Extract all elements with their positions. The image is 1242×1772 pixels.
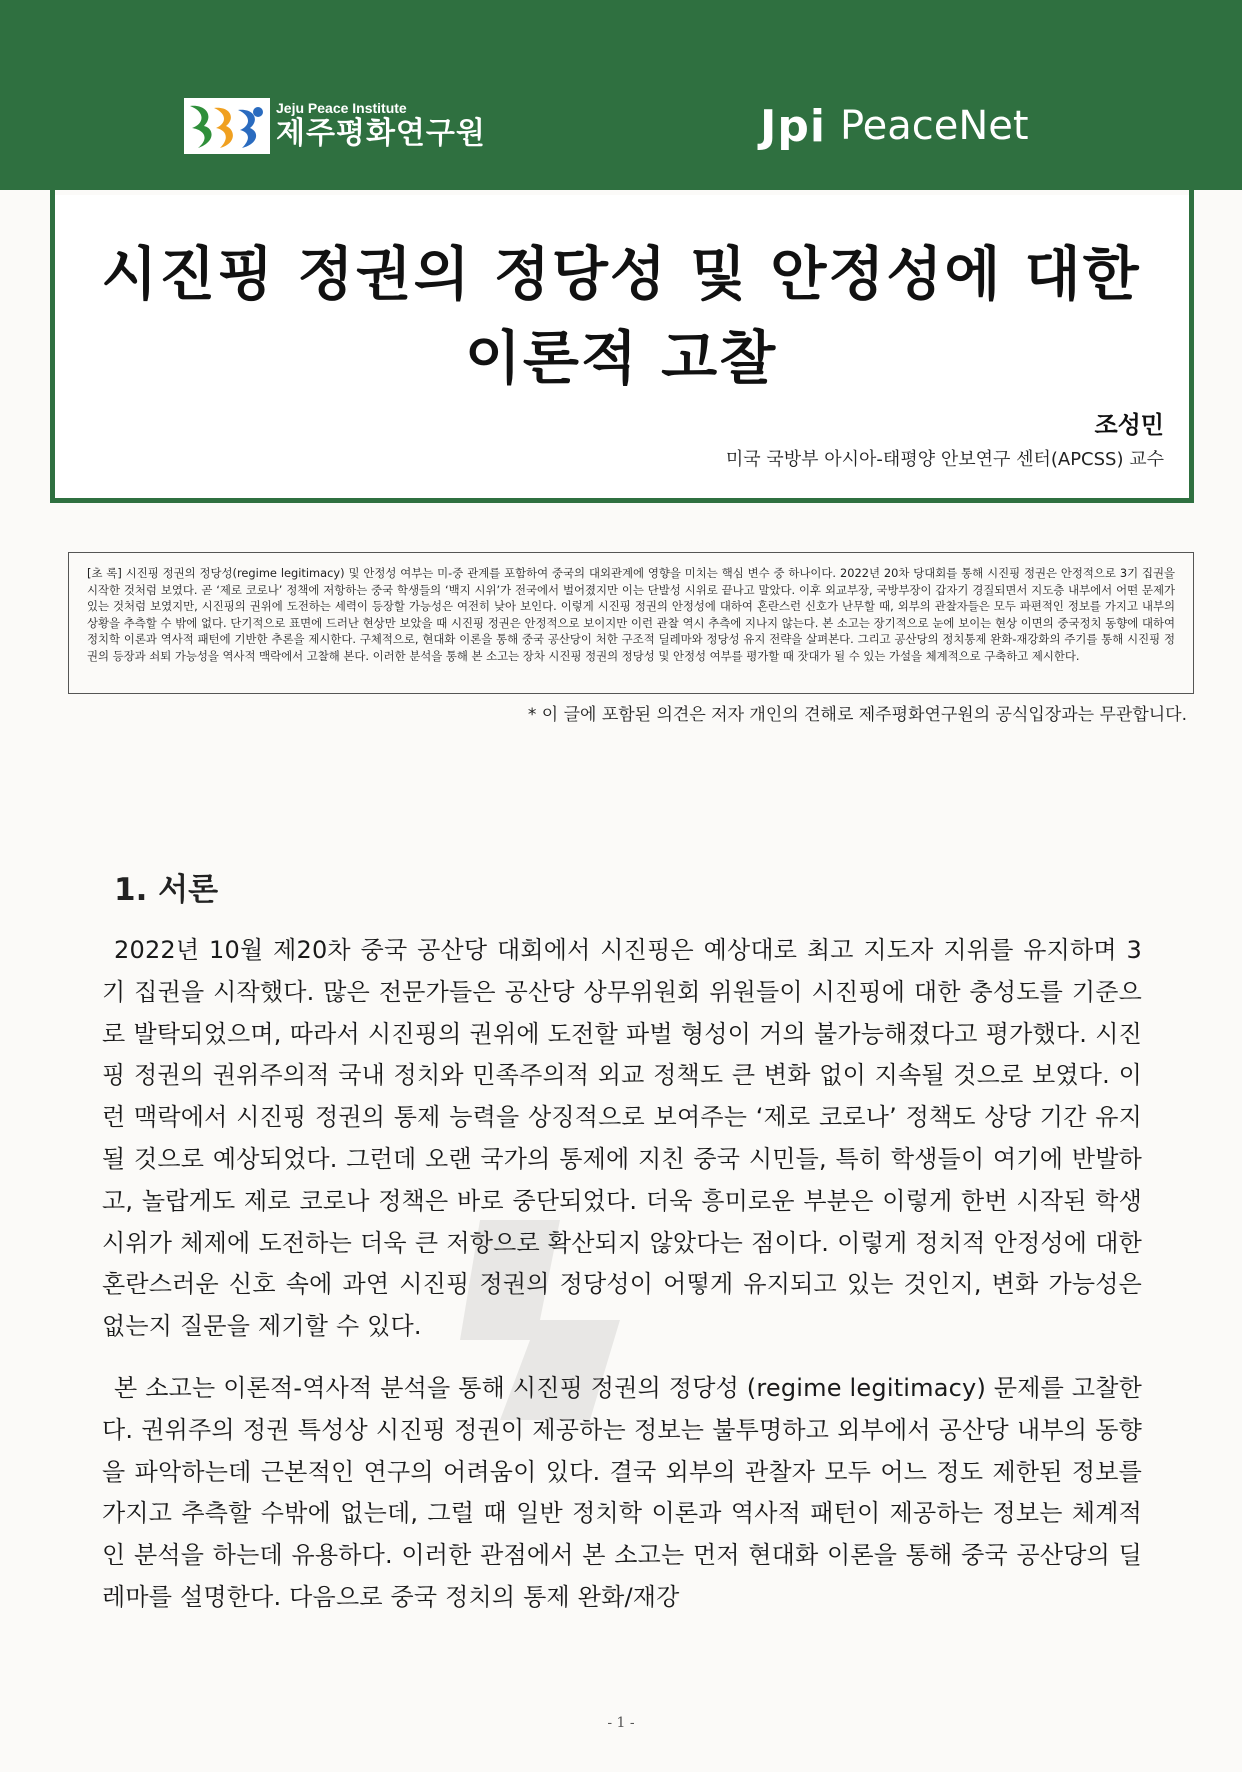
body-text xyxy=(102,930,1142,1619)
page-number: - 1 - xyxy=(607,1715,635,1731)
disclaimer: * 이 글에 포함된 의견은 저자 개인의 견해로 제주평화연구원의 공식입장과는 무관합니다. xyxy=(527,705,1187,725)
jeju-logo-mark-icon xyxy=(184,98,270,154)
paragraph-1: 2022년 10월 제20차 중국 공산당 대회에서 시진핑은 예상대로 최고 지도자 지위를 유지하며 3기 집권을 시작했다. 많은 전문가들은 공산당 상무위원회 위원들이 시진핑에 대한 충성도를 기준으로 발탁되었으며, 따라서 시진핑의 권위에 도전할 파벌 형성이 거의 불가능해졌다고 평가했다. 시진핑 정권의 권위주의적 국내 정치와 민족주의적 외교 정책도 큰 변화 없이 지속될 것으로 보였다. 이런 맥락에서 시진핑 정권의 통제 능력을 상징적으로 보여주는 ‘제로 코로나’ 정책도 상당 기간 유지될 것으로 예상되었다. 그런데 오랜 국가의 통제에 지친 중국 시민들, 특히 학생들이 여기에 반발하고, 놀랍게도 제로 코로나 정책은 바로 중단되었다. 더욱 흥미로운 부분은 이렇게 한번 시작된 학생 시위가 체제에 도전하는 더욱 큰 저항으로 확산되지 않았다는 점이다. 이렇게 정치적 안정성에 대한 혼란스러운 신호 속에 과연 시진핑 정권의 정당성이 어떻게 유지되고 있는 것인지, 변화 가능성은 없는지 질문을 제기할 수 있다. xyxy=(102,936,1142,1341)
abstract-text: [초 록] 시진핑 정권의 정당성(regime legitimacy) 및 안정성 여부는 미-중 관계를 포함하여 중국의 대외관계에 영향을 미치는 핵심 변수 중 하나이다. 2022년 20차 당대회를 통해 시진핑 정권은 안정적으로 3기 집권을 시작한 것처럼 보였다. 곧 ‘제로 코로나’ 정책에 저항하는 중국 학생들의 ‘백지 시위’가 전국에서 벌어졌지만 이는 단발성 시위로 끝나고 말았다. 이후 외교부장, 국방부장이 갑자기 경질되면서 지도층 내부에서 어떤 문제가 있는 것처럼 보였지만, 시진핑의 권위에 도전하는 세력이 등장할 가능성은 여전히 낮아 보인다. 이렇게 시진핑 정권의 안정성에 대하여 혼란스런 신호가 난무할 때, 외부의 관찰자들은 모두 파편적인 정보를 가지고 내부의 상황을 추측할 수 밖에 없다. 단기적으로 표면에 드러난 현상만 보았을 때 시진핑 정권은 안정적으로 보이지만 이런 관찰 역시 추측에 지나지 않는다. 본 소고는 장기적으로 눈에 보이는 현상 이면의 중국정치 동향에 대하여 정치학 이론과 역사적 패턴에 기반한 추론을 제시한다. 구체적으로, 현대화 이론을 통해 중국 공산당이 처한 구조적 딜레마와 정당성 유지 전략을 살펴본다. 그리고 공산당의 정치통제 완화-재강화의 주기를 통해 시진핑 정권의 등장과 쇠퇴 가능성을 역사적 맥락에서 고찰해 본다. 이러한 분석을 통해 본 소고는 장차 시진핑 정권의 정당성 및 안정성 여부를 평가할 때 잣대가 될 수 있는 가설을 체계적으로 구축하고 제시한다. xyxy=(87,566,1175,663)
page-title xyxy=(60,232,1182,400)
section-title: 1. 서론 xyxy=(114,872,219,908)
jpi-logo xyxy=(184,98,486,154)
abstract-box xyxy=(68,552,1194,694)
logo-korean: 제주평화연구원 xyxy=(276,116,486,151)
peacenet-logo xyxy=(760,96,1029,156)
author-affiliation: 미국 국방부 아시아-태평양 안보연구 센터(APCSS) 교수 xyxy=(725,449,1164,470)
brand-name: PeaceNet xyxy=(839,103,1029,149)
logo-english: Jeju Peace Institute xyxy=(276,100,407,116)
author-name: 조성민 xyxy=(1094,411,1164,439)
title-line-2: 이론적 고찰 xyxy=(464,324,778,392)
paragraph-2: 본 소고는 이론적-역사적 분석을 통해 시진핑 정권의 정당성 (regime legitimacy) 문제를 고찰한다. 권위주의 정권 특성상 시진핑 정권이 제공하는 정보는 불투명하고 외부에서 공산당 내부의 동향을 파악하는데 근본적인 연구의 어려움이 있다. 결국 외부의 관찰자 모두 어느 정도 제한된 정보를 가지고 추측할 수밖에 없는데, 그럴 때 일반 정치학 이론과 역사적 패턴이 제공하는 정보는 체계적인 분석을 하는데 유용하다. 이러한 관점에서 본 소고는 먼저 현대화 이론을 통해 중국 공산당의 딜레마를 설명한다. 다음으로 중국 정치의 통제 완화/재강 xyxy=(102,1373,1142,1611)
title-line-1: 시진핑 정권의 정당성 및 안정성에 대한 xyxy=(101,240,1141,308)
brand-short: Jpi xyxy=(760,100,826,152)
